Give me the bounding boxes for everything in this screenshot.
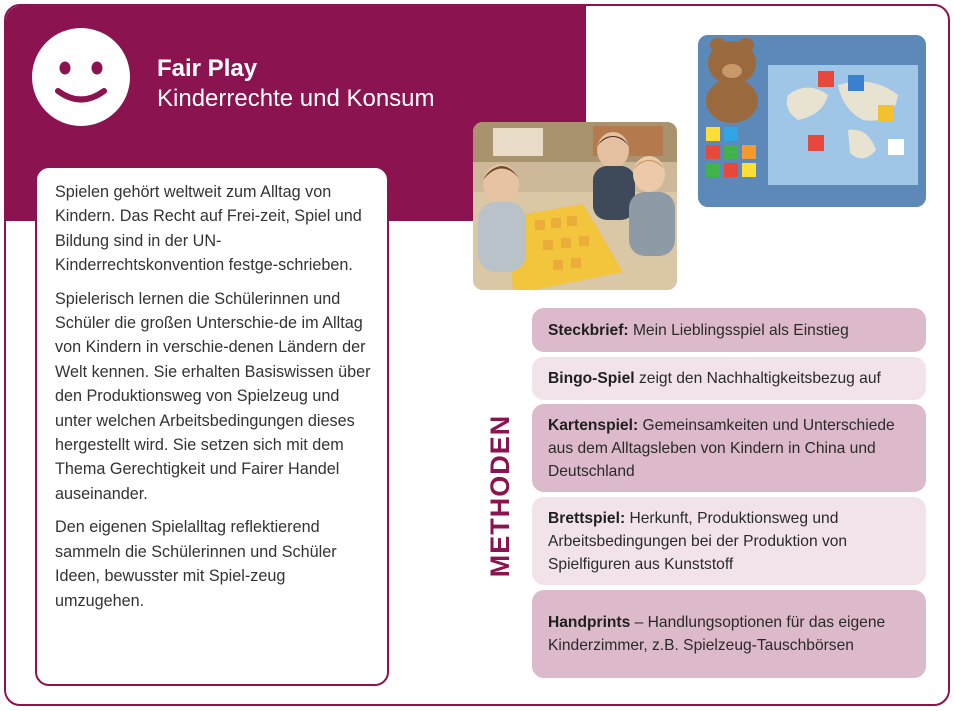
method-bingo-spiel	[532, 357, 926, 400]
method-text: Herkunft, Produktionsweg und Arbeitsbedingungen bei der Produktion von Spielfiguren aus Kunststoff	[548, 509, 848, 573]
intro-paragraph: Spielen gehört weltweit zum Alltag von Kindern. Das Recht auf Frei-zeit, Spiel und Bildung sind in der UN-Kinderrechtskonvention festge-schrieben.	[55, 183, 362, 275]
method-name: Handprints	[548, 614, 631, 631]
intro-textbox	[35, 166, 389, 686]
intro-paragraph: Spielerisch lernen die Schülerinnen und Schüler die großen Unterschie-de im Alltag von Kindern in verschie-denen Ländern der Welt kennen. Sie erhalten Basiswissen über den Produktionsweg von Spielzeug und unter welchen Arbeitsbedingungen dieses hergestellt wird. Sie setzen sich mit dem Thema Gerechtigkeit und Fairer Handel auseinander.	[55, 289, 371, 503]
photo-children-playing	[473, 122, 677, 290]
photo-world-map-game	[698, 35, 926, 207]
method-name: Kartenspiel	[548, 416, 633, 434]
method-text: Gemeinsamkeiten und Unterschiede aus dem Alltagsleben von Kindern in China und Deutschland	[548, 416, 895, 480]
method-name: Bingo-Spiel	[548, 370, 635, 387]
method-text: Mein Lieblingsspiel als Einstieg	[628, 321, 849, 339]
method-name: Steckbrief	[548, 321, 624, 339]
method-brettspiel	[532, 497, 926, 585]
method-name: Brettspiel	[548, 509, 620, 527]
intro-paragraph: Den eigenen Spielalltag reflektierend sammeln die Schülerinnen und Schüler Ideen, bewusster mit Spiel-zeug umzugehen.	[55, 518, 337, 610]
method-separator: :	[619, 509, 626, 527]
method-text: – Handlungsoptionen für das eigene Kinderzimmer, z.B. Spielzeug-Tauschbörsen	[548, 614, 886, 654]
method-handprints	[532, 590, 926, 678]
page-subtitle: Kinderrechte und Konsum	[157, 85, 435, 112]
method-kartenspiel	[532, 404, 926, 492]
info-card	[4, 4, 950, 706]
method-steckbrief	[532, 308, 926, 352]
methoden-label: METHODEN	[485, 414, 515, 578]
smiley-icon	[32, 28, 130, 126]
method-text: zeigt den Nachhaltigkeitsbezug auf	[634, 370, 881, 387]
method-separator: :	[623, 321, 629, 339]
method-separator: :	[632, 416, 639, 434]
page-title: Fair Play	[157, 55, 258, 82]
